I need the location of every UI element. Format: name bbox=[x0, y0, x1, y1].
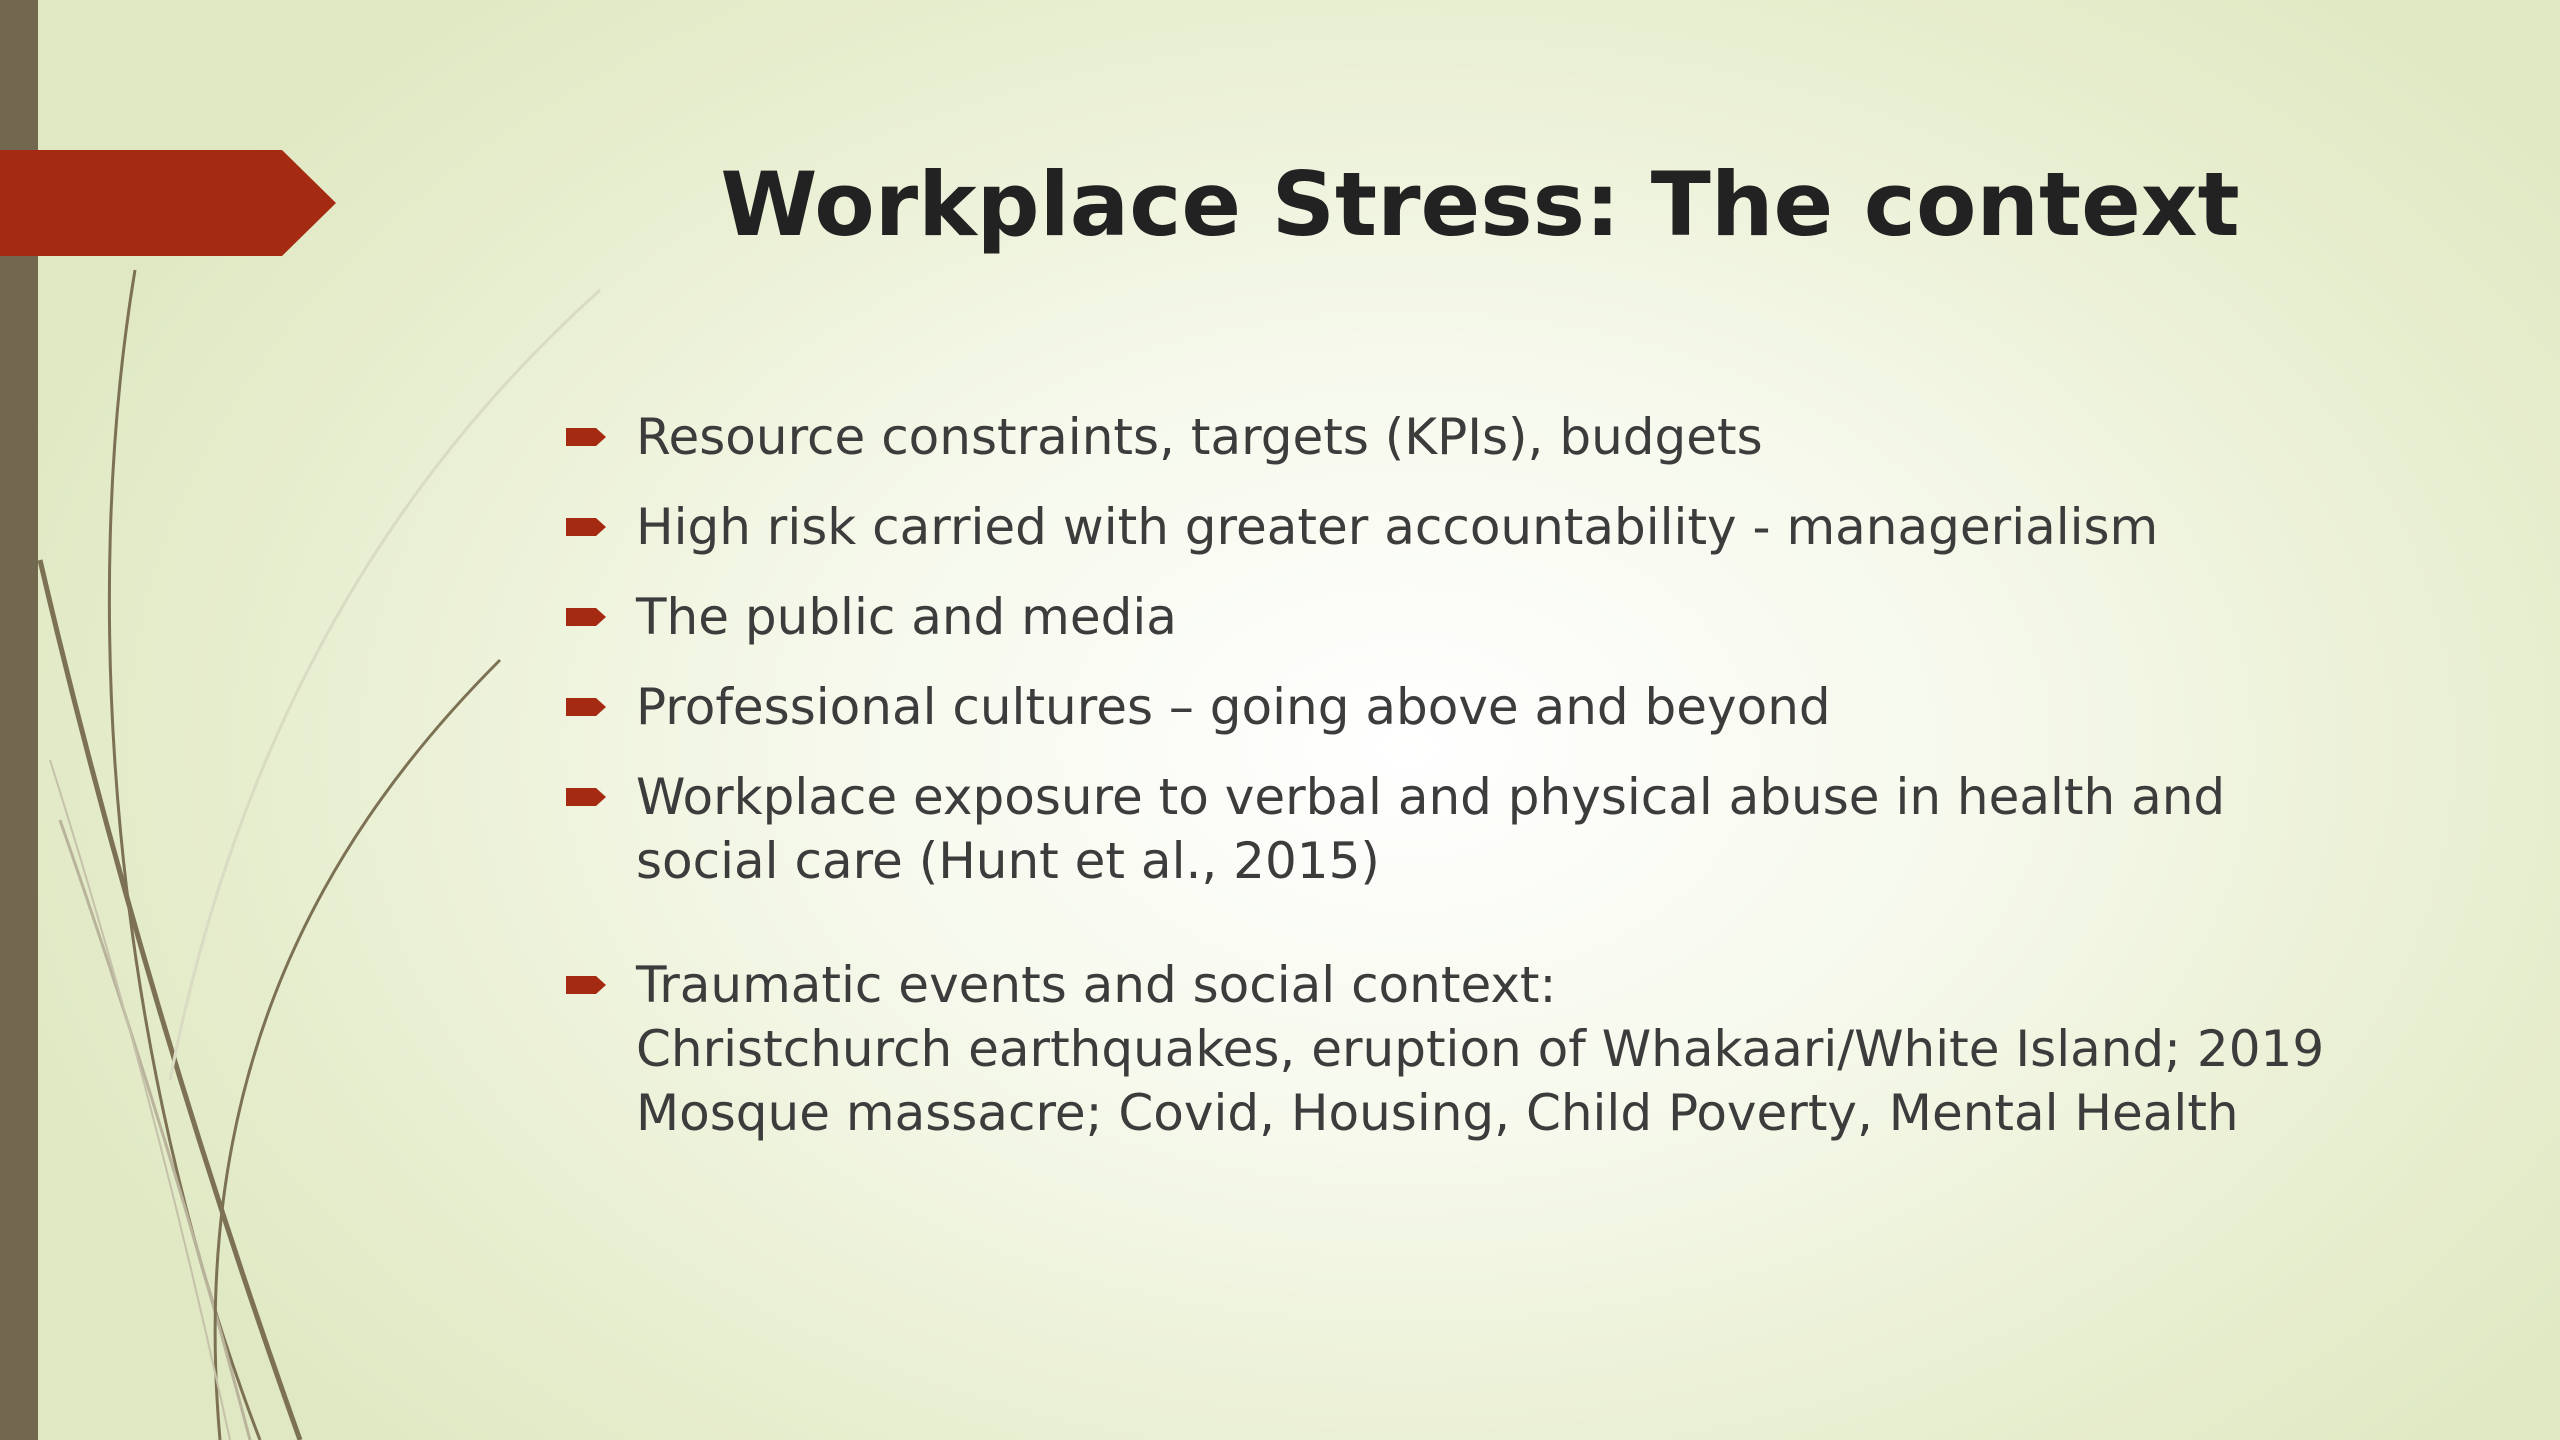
arrow-bullet-icon bbox=[566, 695, 606, 719]
bullet-text: Resource constraints, targets (KPIs), budgets bbox=[636, 408, 1763, 466]
bullet-text-line: Mosque massacre; Covid, Housing, Child Poverty, Mental Health bbox=[636, 1084, 2239, 1142]
bullet-text: High risk carried with greater accountability - managerialism bbox=[636, 498, 2159, 556]
arrow-bullet-icon bbox=[566, 785, 606, 809]
bullet-text-line: social care (Hunt et al., 2015) bbox=[636, 832, 1380, 890]
bullet-list bbox=[560, 405, 2490, 1171]
bullet-text: The public and media bbox=[636, 588, 1177, 646]
bullet-text-line: Traumatic events and social context: bbox=[636, 956, 1557, 1014]
arrow-bullet-icon bbox=[566, 973, 606, 997]
list-item bbox=[560, 405, 2490, 469]
title-flag-icon bbox=[0, 150, 336, 256]
list-item bbox=[560, 953, 2490, 1145]
list-item bbox=[560, 585, 2490, 649]
list-item bbox=[560, 495, 2490, 559]
arrow-bullet-icon bbox=[566, 515, 606, 539]
arrow-bullet-icon bbox=[566, 425, 606, 449]
list-item bbox=[560, 675, 2490, 739]
bullet-text-line: Workplace exposure to verbal and physical abuse in health and bbox=[636, 768, 2226, 826]
bullet-text-line: Christchurch earthquakes, eruption of Whakaari/White Island; 2019 bbox=[636, 1020, 2325, 1078]
arrow-bullet-icon bbox=[566, 605, 606, 629]
list-item bbox=[560, 765, 2490, 893]
slide-title: Workplace Stress: The context bbox=[720, 153, 2240, 256]
bullet-text: Professional cultures – going above and beyond bbox=[636, 678, 1831, 736]
